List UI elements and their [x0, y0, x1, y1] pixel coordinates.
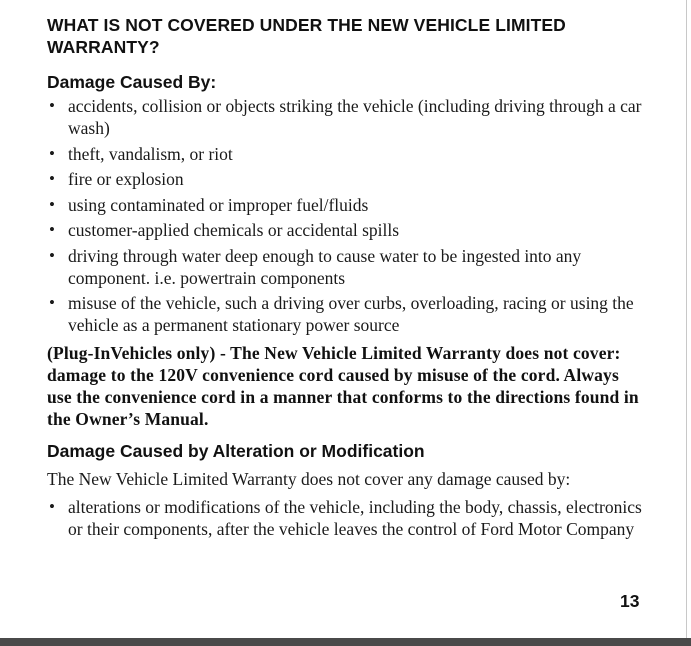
list-item-text: driving through water deep enough to cause water to be ingested into any component. i.e. powertrain components	[68, 245, 582, 288]
list-item-text: using contaminated or improper fuel/fluids	[68, 194, 369, 215]
bullet-icon: •	[49, 143, 55, 163]
page-content	[47, 14, 647, 544]
bullet-icon: •	[49, 169, 55, 188]
section-title-damage-caused-by: Damage Caused By:	[47, 72, 217, 92]
list-item-text: alterations or modifications of the vehicle, including the body, chassis, electronics or their components, after the vehicle leaves the control of Ford Motor Company	[68, 497, 642, 539]
list-item-text: misuse of the vehicle, such a driving over curbs, overloading, racing or using the vehicle as a permanent stationary power source	[68, 293, 634, 335]
bullet-icon: •	[49, 96, 55, 115]
bullet-icon: •	[49, 497, 55, 516]
list-item	[47, 292, 647, 336]
list-item-text: customer-applied chemicals or accidental spills	[68, 220, 400, 240]
damage-list	[47, 95, 647, 336]
list-item	[47, 194, 647, 216]
bullet-icon: •	[49, 220, 55, 239]
list-item-text: fire or explosion	[68, 169, 184, 189]
viewer-bottom-bar	[0, 638, 691, 646]
page-number: 13	[620, 591, 640, 611]
viewer-right-edge	[683, 0, 691, 646]
list-item	[47, 95, 647, 139]
list-item-text: accidents, collision or objects striking the vehicle (including driving through a car wash)	[68, 96, 642, 138]
list-item	[47, 219, 647, 241]
bullet-icon: •	[49, 194, 55, 214]
page-heading: WHAT IS NOT COVERED UNDER THE NEW VEHICLE LIMITED WARRANTY?	[47, 15, 566, 57]
plug-in-notice: (Plug-InVehicles only) - The New Vehicle Limited Warranty does not cover: damage to the 120V convenience cord caused by misuse of the cord. Always use the convenience cord in a manner that conforms to the directions found in the Owner’s Manual.	[47, 343, 639, 429]
section-title-alteration: Damage Caused by Alteration or Modification	[47, 441, 425, 461]
list-item	[47, 496, 647, 540]
list-item	[47, 168, 647, 190]
section-intro: The New Vehicle Limited Warranty does not cover any damage caused by:	[47, 469, 571, 489]
list-item-text: theft, vandalism, or riot	[68, 143, 233, 164]
bullet-icon: •	[49, 293, 55, 312]
list-item	[47, 245, 647, 289]
alteration-list	[47, 496, 647, 540]
bullet-icon: •	[49, 245, 55, 265]
list-item	[47, 143, 647, 165]
